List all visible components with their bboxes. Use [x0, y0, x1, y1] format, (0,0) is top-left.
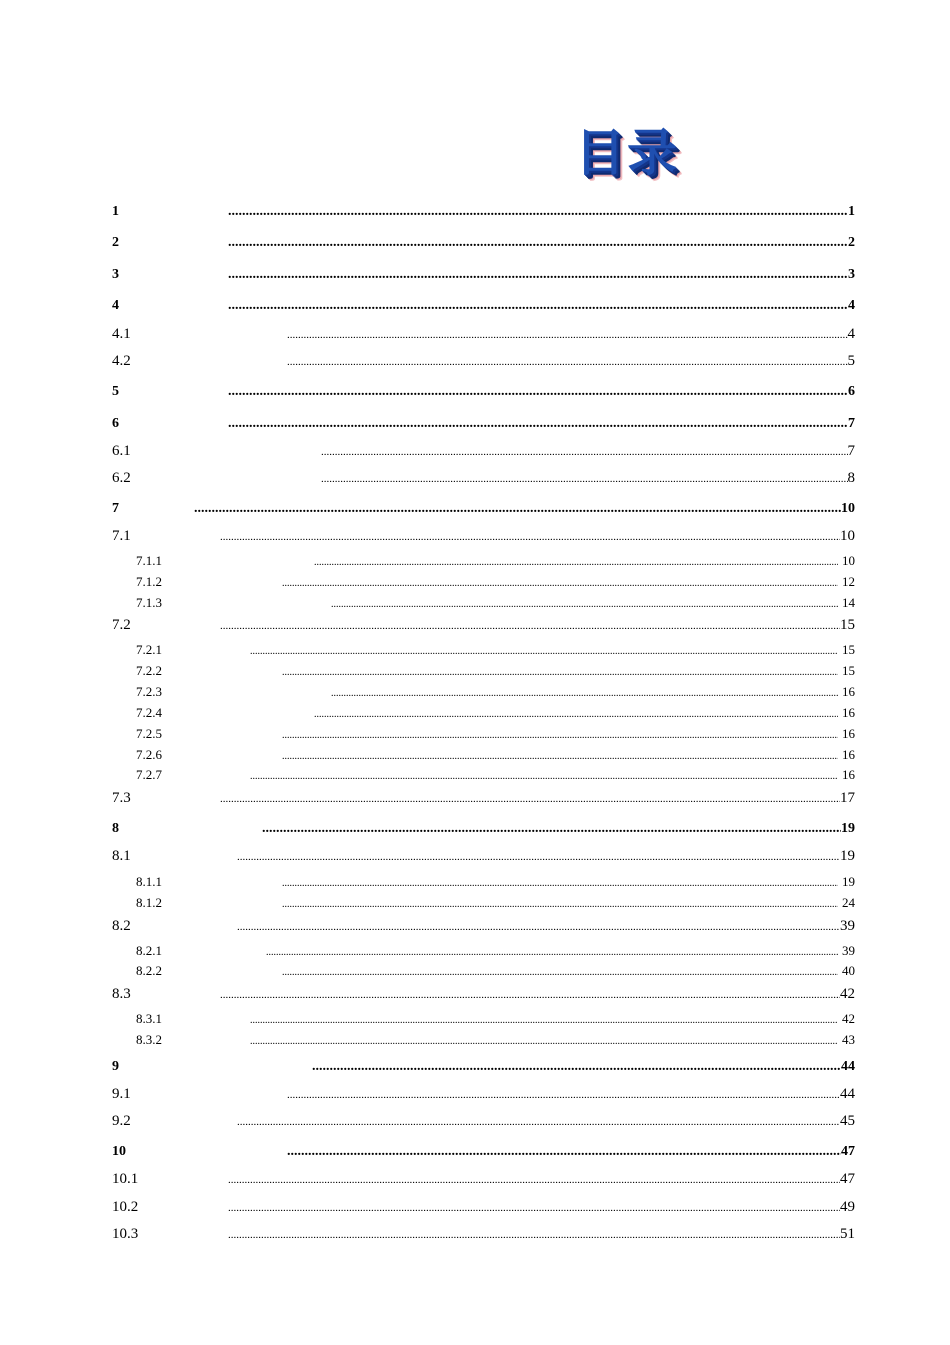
- toc-entry[interactable]: [112, 353, 855, 370]
- toc-entry-page: 7: [848, 416, 855, 431]
- toc-dot-leader: [228, 1202, 840, 1214]
- toc-entry[interactable]: [112, 528, 855, 545]
- toc-entry-number: 4.2: [112, 353, 131, 369]
- toc-entry-number: 1: [112, 204, 119, 219]
- toc-dot-leader: [228, 1229, 840, 1241]
- toc-entry-number: 10.1: [112, 1171, 139, 1187]
- toc-entry[interactable]: [112, 617, 855, 634]
- toc-entry-number: 7.1: [112, 528, 131, 544]
- toc-entry-number: 5: [112, 384, 119, 399]
- toc-entry[interactable]: [136, 574, 855, 590]
- toc-dot-leader: [228, 204, 848, 220]
- toc-dot-leader: [220, 531, 840, 543]
- toc-dot-leader: [282, 967, 838, 978]
- toc-dot-leader: [220, 793, 840, 805]
- toc-entry-number: 4: [112, 298, 119, 313]
- toc-entry-number: 7.2.5: [136, 726, 162, 741]
- toc-entry-page: 8: [847, 470, 855, 486]
- toc-entry-page: 2: [848, 235, 855, 250]
- toc-dot-leader: [262, 821, 841, 837]
- toc-entry-page: 6: [848, 384, 855, 399]
- toc-dot-leader: [237, 1116, 840, 1128]
- toc-entry-page: 16: [842, 767, 855, 782]
- toc-entry-page: 40: [842, 963, 855, 978]
- toc-entry-number: 8: [112, 821, 119, 836]
- toc-entry-number: 9.1: [112, 1086, 131, 1102]
- toc-entry[interactable]: [112, 1113, 855, 1130]
- toc-entry-number: 8.2.1: [136, 943, 162, 958]
- toc-entry-page: 1: [848, 204, 855, 219]
- toc-entry-number: 8.3.1: [136, 1011, 162, 1026]
- toc-entry[interactable]: [136, 553, 855, 569]
- toc-entry-page: 5: [847, 353, 855, 369]
- toc-entry[interactable]: [112, 1086, 855, 1103]
- toc-entry-page: 42: [842, 1011, 855, 1026]
- toc-entry-page: 24: [842, 895, 855, 910]
- toc-entry-number: 7.1.1: [136, 553, 162, 568]
- toc-dot-leader: [282, 578, 838, 589]
- toc-dot-leader: [331, 688, 838, 699]
- toc-entry-number: 7.2.6: [136, 747, 162, 762]
- toc-dot-leader: [287, 1144, 841, 1160]
- toc-entry-page: 16: [842, 747, 855, 762]
- toc-entry[interactable]: [136, 874, 855, 890]
- toc-dot-leader: [250, 1036, 838, 1047]
- toc-entry[interactable]: [112, 918, 855, 935]
- toc-entry-number: 2: [112, 235, 119, 250]
- toc-entry-number: 9.2: [112, 1113, 131, 1129]
- toc-dot-leader: [228, 267, 848, 283]
- toc-dot-leader: [312, 1059, 841, 1075]
- toc-entry[interactable]: [112, 1144, 855, 1160]
- toc-entry-number: 7.2.4: [136, 705, 162, 720]
- toc-entry-page: 4: [848, 298, 855, 313]
- toc-entry[interactable]: [112, 1226, 855, 1243]
- toc-entry-number: 7.2.2: [136, 663, 162, 678]
- toc-entry-page: 17: [840, 790, 855, 806]
- toc-entry[interactable]: [112, 821, 855, 837]
- toc-entry[interactable]: [136, 705, 855, 721]
- toc-dot-leader: [266, 947, 838, 958]
- toc-entry[interactable]: [112, 298, 855, 314]
- toc-entry-page: 15: [840, 617, 855, 633]
- toc-entry[interactable]: [112, 1059, 855, 1075]
- toc-entry[interactable]: [136, 767, 855, 783]
- toc-dot-leader: [331, 599, 838, 610]
- toc-entry-page: 15: [842, 663, 855, 678]
- toc-dot-leader: [228, 416, 848, 432]
- toc-entry-number: 10: [112, 1144, 126, 1159]
- toc-entry[interactable]: [112, 267, 855, 283]
- toc-entry-page: 10: [841, 501, 855, 516]
- toc-entry[interactable]: [112, 848, 855, 865]
- toc-entry-page: 19: [840, 848, 855, 864]
- toc-entry[interactable]: [112, 384, 855, 400]
- toc-entry-page: 47: [841, 1144, 855, 1159]
- toc-entry-number: 7.2.7: [136, 767, 162, 782]
- toc-entry-page: 19: [842, 874, 855, 889]
- toc-entry-page: 19: [841, 821, 855, 836]
- toc-entry-number: 4.1: [112, 326, 131, 342]
- toc-dot-leader: [220, 620, 840, 632]
- toc-entry[interactable]: [112, 443, 855, 460]
- toc-entry[interactable]: [136, 642, 855, 658]
- toc-entry[interactable]: [136, 963, 855, 979]
- toc-dot-leader: [194, 501, 841, 517]
- toc-entry-page: 44: [840, 1086, 855, 1102]
- toc-entry-page: 16: [842, 684, 855, 699]
- toc-title: 目录: [575, 124, 679, 182]
- toc-entry[interactable]: [112, 416, 855, 432]
- toc-entry-page: 10: [842, 553, 855, 568]
- toc-entry[interactable]: [112, 986, 855, 1003]
- toc-entry-number: 8.3.2: [136, 1032, 162, 1047]
- toc-entry-page: 47: [840, 1171, 855, 1187]
- toc-entry-number: 8.1.2: [136, 895, 162, 910]
- toc-entry[interactable]: [136, 726, 855, 742]
- toc-dot-leader: [287, 329, 848, 341]
- toc-entry-number: 8.2: [112, 918, 131, 934]
- toc-entry-page: 15: [842, 642, 855, 657]
- toc-entry-number: 8.1: [112, 848, 131, 864]
- toc-dot-leader: [250, 646, 838, 657]
- toc-entry[interactable]: [136, 595, 855, 611]
- toc-entry-number: 7: [112, 501, 119, 516]
- toc-entry-page: 42: [840, 986, 855, 1002]
- toc-entry[interactable]: [136, 1032, 855, 1048]
- toc-entry[interactable]: [112, 790, 855, 807]
- toc-entry[interactable]: [112, 470, 855, 487]
- toc-entry[interactable]: [112, 501, 855, 517]
- toc-dot-leader: [237, 921, 840, 933]
- toc-entry-number: 8.2.2: [136, 963, 162, 978]
- toc-entry-number: 9: [112, 1059, 119, 1074]
- toc-entry[interactable]: [112, 204, 855, 220]
- toc-entry-number: 6.2: [112, 470, 131, 486]
- toc-dot-leader: [237, 851, 840, 863]
- toc-dot-leader: [321, 473, 848, 485]
- toc-dot-leader: [228, 1174, 840, 1186]
- toc-entry-page: 14: [842, 595, 855, 610]
- toc-dot-leader: [287, 356, 848, 368]
- toc-dot-leader: [314, 557, 838, 568]
- toc-entry[interactable]: [136, 1011, 855, 1027]
- toc-entry[interactable]: [136, 943, 855, 959]
- toc-entry-number: 7.1.3: [136, 595, 162, 610]
- toc-entry-number: 6.1: [112, 443, 131, 459]
- toc-dot-leader: [282, 730, 838, 741]
- toc-entry-page: 51: [840, 1226, 855, 1242]
- toc-entry-page: 12: [842, 574, 855, 589]
- toc-dot-leader: [228, 298, 848, 314]
- toc-entry-number: 7.2.3: [136, 684, 162, 699]
- toc-entry[interactable]: [112, 1171, 855, 1188]
- toc-entry-page: 16: [842, 726, 855, 741]
- toc-entry-number: 7.3: [112, 790, 131, 806]
- toc-dot-leader: [287, 1089, 840, 1101]
- toc-dot-leader: [314, 709, 838, 720]
- toc-entry-number: 7.2: [112, 617, 131, 633]
- toc-entry[interactable]: [112, 1199, 855, 1216]
- toc-entry[interactable]: [136, 663, 855, 679]
- toc-entry-number: 6: [112, 416, 119, 431]
- toc-entry-number: 3: [112, 267, 119, 282]
- toc-dot-leader: [250, 771, 838, 782]
- toc-entry-page: 16: [842, 705, 855, 720]
- toc-entry-page: 39: [842, 943, 855, 958]
- toc-entry-page: 39: [840, 918, 855, 934]
- toc-dot-leader: [282, 667, 838, 678]
- toc-dot-leader: [282, 878, 838, 889]
- toc-entry[interactable]: [112, 326, 855, 343]
- toc-entry-number: 7.1.2: [136, 574, 162, 589]
- toc-entry-number: 8.1.1: [136, 874, 162, 889]
- toc-entry-page: 44: [841, 1059, 855, 1074]
- toc-entry-page: 49: [840, 1199, 855, 1215]
- toc-entry-page: 45: [840, 1113, 855, 1129]
- toc-entry-number: 7.2.1: [136, 642, 162, 657]
- toc-entry-page: 10: [840, 528, 855, 544]
- toc-dot-leader: [282, 751, 838, 762]
- toc-entry[interactable]: [112, 235, 855, 251]
- toc-dot-leader: [321, 446, 848, 458]
- toc-dot-leader: [228, 384, 848, 400]
- toc-entry-number: 10.3: [112, 1226, 139, 1242]
- toc-dot-leader: [282, 899, 838, 910]
- toc-dot-leader: [250, 1015, 838, 1026]
- toc-entry-page: 4: [847, 326, 855, 342]
- toc-dot-leader: [228, 235, 848, 251]
- toc-entry-page: 7: [847, 443, 855, 459]
- toc-entry[interactable]: [136, 684, 855, 700]
- toc-entry-number: 8.3: [112, 986, 131, 1002]
- toc-entry-page: 43: [842, 1032, 855, 1047]
- toc-entry-number: 10.2: [112, 1199, 139, 1215]
- toc-dot-leader: [220, 989, 840, 1001]
- toc-entry[interactable]: [136, 747, 855, 763]
- toc-entry[interactable]: [136, 895, 855, 911]
- toc-entry-page: 3: [848, 267, 855, 282]
